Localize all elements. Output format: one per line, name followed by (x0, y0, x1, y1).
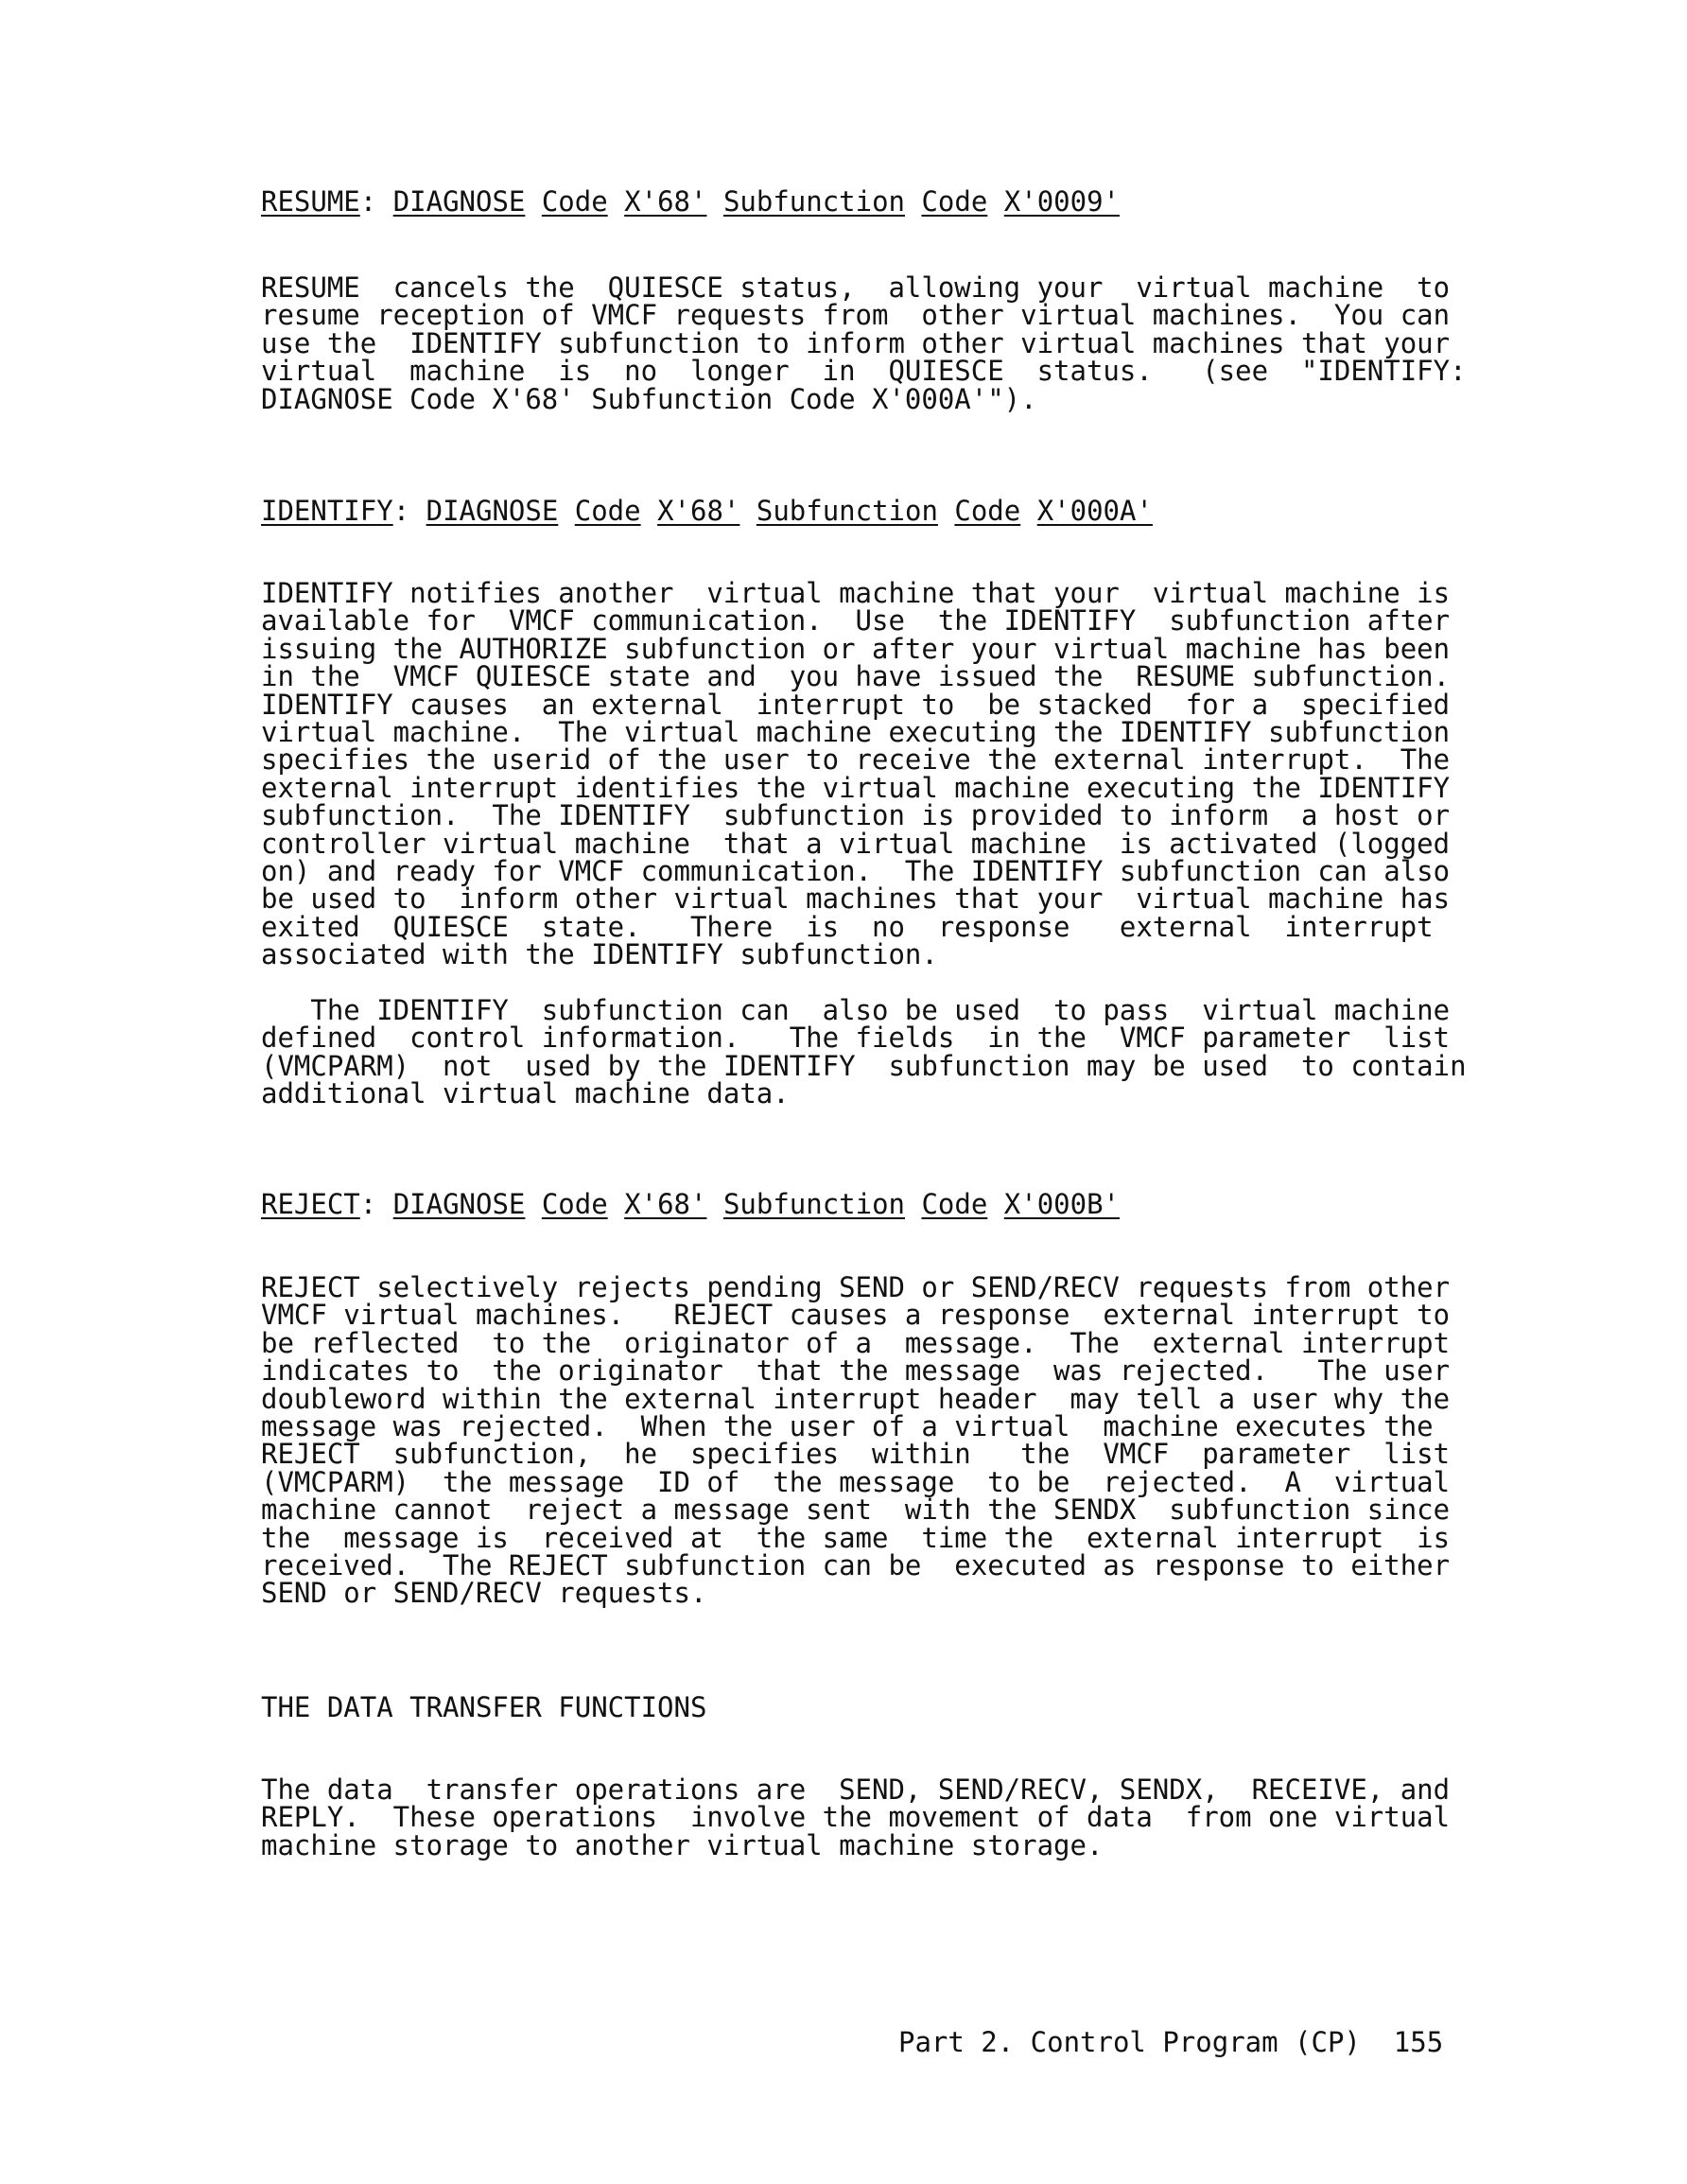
heading-subfunction: Subfunction (722, 1188, 905, 1220)
heading-code: Code (574, 495, 641, 527)
identify-paragraph-2: The IDENTIFY subfunction can also be used to pass virtual machine defined control information. The fields in the VMCF parameter list (VMCPARM) not used by the IDENTIFY subfunction may be used to contain additional virtual machine data. (261, 994, 1467, 1110)
heading-subfunction: Subfunction (722, 185, 905, 218)
heading-subfunction-code: X'000A' (1036, 495, 1153, 527)
heading-keyword: RESUME (261, 185, 360, 218)
heading-diag-code: X'68' (624, 185, 707, 218)
resume-heading: RESUME: DIAGNOSE Code X'68' Subfunction Code X'0009' (261, 185, 1120, 218)
heading-diagnose: DIAGNOSE (392, 1188, 526, 1220)
heading-subfunction: Subfunction (756, 495, 938, 527)
heading-code: Code (541, 1188, 608, 1220)
identify-paragraph-1: IDENTIFY notifies another virtual machine that your virtual machine is available for VMCF communication. Use the IDENTIFY subfunction after issuing the AUTHORIZE subfunction or after your virtual machine has been in the VMCF QUIESCE state and you have issued the RESUME subfunction. IDENTIFY causes an external interrupt to be stacked for a specified virtual machine. The virtual machine executing the IDENTIFY subfunction specifies the userid of the user to receive the external interrupt. The external interrupt identifies the virtual machine executing the IDENTIFY subfunction. The IDENTIFY subfunction is provided to inform a host or controller virtual machine that a virtual machine is activated (logged on) and ready for VMCF communication. The IDENTIFY subfunction can also be used to inform other virtual machines that your virtual machine has exited QUIESCE state. There is no response external interrupt associated with the IDENTIFY subfunction. (261, 577, 1451, 971)
page-number: 155 (1393, 2026, 1444, 2058)
page-footer (898, 2026, 1443, 2058)
reject-paragraph: REJECT selectively rejects pending SEND or SEND/RECV requests from other VMCF virtual machines. REJECT causes a response external interrupt to be reflected to the originator of a message. The external interrupt indicates to the originator that the message was rejected. The user doubleword within the external interrupt header may tell a user why the message was rejected. When the user of a virtual machine executes the REJECT subfunction, he specifies within the VMCF parameter list (VMCPARM) the message ID of the message to be rejected. A virtual machine cannot reject a message sent with the SENDX subfunction since the message is received at the same time the external interrupt is received. The REJECT subfunction can be executed as response to either SEND or SEND/RECV requests. (261, 1271, 1451, 1610)
heading-keyword: IDENTIFY (261, 495, 393, 527)
reject-heading: REJECT: DIAGNOSE Code X'68' Subfunction Code X'000B' (261, 1188, 1120, 1220)
data-transfer-paragraph: The data transfer operations are SEND, SEND/RECV, SENDX, RECEIVE, and REPLY. These operations involve the movement of data from one virtual machine storage to another virtual machine storage. (261, 1773, 1451, 1861)
heading-subfunction-code: X'000B' (1003, 1188, 1120, 1220)
heading-code: Code (921, 185, 988, 218)
heading-diag-code: X'68' (624, 1188, 707, 1220)
identify-heading: IDENTIFY: DIAGNOSE Code X'68' Subfunction Code X'000A' (261, 495, 1153, 527)
heading-code: Code (954, 495, 1021, 527)
heading-code: Code (921, 1188, 988, 1220)
heading-diag-code: X'68' (657, 495, 740, 527)
heading-diagnose: DIAGNOSE (426, 495, 559, 527)
heading-subfunction-code: X'0009' (1003, 185, 1120, 218)
heading-code: Code (541, 185, 608, 218)
heading-diagnose: DIAGNOSE (392, 185, 526, 218)
footer-title: Part 2. Control Program (CP) (898, 2026, 1361, 2058)
resume-paragraph: RESUME cancels the QUIESCE status, allowing your virtual machine to resume reception of VMCF requests from other virtual machines. You can use the IDENTIFY subfunction to inform other virtual machines that your virtual machine is no longer in QUIESCE status. (see "IDENTIFY: DIAGNOSE Code X'68' Subfunction Code X'000A'"). (261, 271, 1467, 415)
heading-keyword: REJECT (261, 1188, 360, 1220)
data-transfer-heading: THE DATA TRANSFER FUNCTIONS (261, 1691, 707, 1723)
